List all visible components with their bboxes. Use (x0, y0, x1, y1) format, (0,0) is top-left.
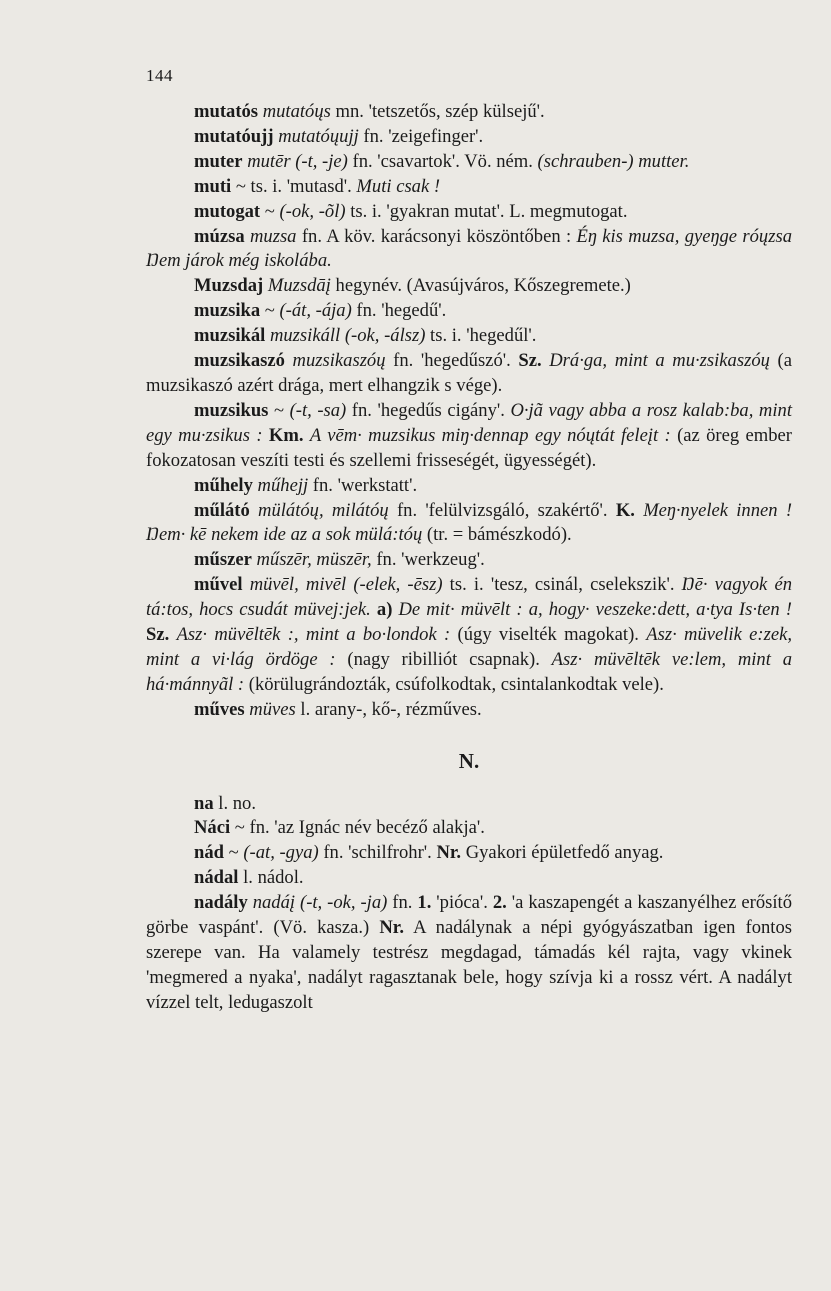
entry-text (243, 574, 250, 595)
entry-text: fn. 'hegedű'. (351, 300, 447, 322)
entry-text: l. arany-, kő-, rézműves. (295, 698, 482, 720)
dialect-form: muzsikaszóų (292, 350, 386, 372)
entry-text: fn. (387, 892, 418, 914)
headword: műves (194, 698, 245, 720)
headword: muzsikál (194, 325, 266, 347)
entry-text: A nadálynak a népi gyógyászatban igen fontos szerepe van. Ha valamely testrész megdagad, támadás kél rajta, vagy vkinek 'megmered a nyaka', nadályt ragasztanak bele, hogy szívja ki a rossz vért. A nadályt vízzel telt, ledugaszolt (146, 917, 792, 1013)
entry-text: Gyakori épületfedő anyag. (461, 842, 664, 864)
headword: a) (376, 599, 393, 621)
entry-text: ~ (260, 300, 280, 322)
entry-text: fn. 'zeigefinger'. (358, 125, 484, 147)
dialect-form: műhejj (257, 474, 309, 496)
dictionary-entry (146, 299, 792, 324)
dictionary-entry (146, 792, 792, 817)
headword: múzsa (194, 225, 245, 247)
dialect-form: műszēr, müszēr, (256, 549, 372, 571)
headword: műhely (194, 474, 253, 496)
dialect-form: Asz· müvēltēk ve:lem, mint a há·mánnyãl : (146, 648, 792, 695)
headword: nadály (194, 892, 248, 914)
dialect-form: Muti csak ! (356, 175, 441, 197)
entry-text: fn. 'werkzeug'. (371, 549, 485, 571)
dialect-form: O·jã vagy abba a rosz kalab:ba, mint egy mu·zsikus : (146, 399, 792, 446)
entry-text (285, 350, 293, 371)
dialect-form: De mit· müvēlt : a, hogy· veszeke:dett, a·tya Is·ten ! (398, 599, 792, 621)
dictionary-entry (146, 150, 792, 175)
dictionary-entry (146, 891, 792, 1016)
dialect-form: mutēr (-t, -je) (247, 150, 348, 172)
entry-text: fn. 'hegedűszó'. (385, 350, 519, 372)
dialect-form: Drá·ga, mint a mu·zsikaszóų (549, 350, 770, 372)
dictionary-entry (146, 548, 792, 573)
dictionary-entry (146, 499, 792, 549)
entry-text: fn. 'felülvizsgáló, szakértő'. (388, 499, 616, 521)
headword: nádal (194, 867, 239, 889)
entries-after-section (146, 792, 792, 1016)
dictionary-entry (146, 573, 792, 698)
entry-text: (úgy viselték magokat). (450, 624, 647, 646)
dictionary-entry (146, 225, 792, 275)
dictionary-entry (146, 841, 792, 866)
entry-text: (nagy ribilliót csapnak). (335, 648, 552, 670)
dialect-form: Asz· müvelik e:zek, mint a vi·lág ördöge : (146, 624, 792, 670)
entry-text: mn. 'tetszetős, szép külsejű'. (330, 101, 545, 122)
headword: muzsikus (194, 399, 269, 421)
entry-text: ~ ts. i. 'mutasd'. (231, 175, 357, 197)
entries-before-section (146, 100, 792, 723)
dictionary-entry (146, 274, 792, 299)
entry-text: 'a kaszapengét a kaszanyélhez erősítő görbe vaspánt'. (Vö. kasza.) (146, 892, 792, 939)
dictionary-entry (146, 816, 792, 841)
entry-text: (a muzsikaszó azért drága, mert elhangzik s vége). (146, 350, 793, 396)
dictionary-entry (146, 100, 792, 125)
entry-text: l. no. (213, 792, 256, 814)
entry-text: ~ (223, 842, 244, 864)
dialect-form: mülátóų, milátóų (258, 499, 389, 521)
entry-text (250, 500, 258, 521)
dialect-form: mutatóųs (262, 101, 331, 122)
headword: műlátó (194, 499, 250, 521)
page-number: 144 (146, 66, 173, 85)
entry-text: ~ fn. 'az Ignác név becéző alakja'. (230, 817, 485, 839)
headword: Náci (194, 817, 231, 839)
dialect-form: (-át, -ája) (279, 300, 352, 322)
headword: na (194, 792, 214, 814)
entry-text: fn. 'werkstatt'. (308, 474, 418, 496)
entry-text: fn. 'csavartok'. Vö. ném. (347, 150, 538, 172)
dialect-form: Asz· müvēltēk :, mint a bo·londok : (176, 624, 451, 646)
dialect-form: (-t, -sa) (289, 399, 347, 421)
dialect-form: Ŋē· vagyok én tá:tos, hocs csudát müvej:jek. (146, 574, 792, 621)
dialect-form: muzsa (249, 225, 297, 247)
dictionary-entry (146, 324, 792, 349)
headword: nád (194, 842, 224, 864)
headword: muzsika (194, 300, 261, 322)
dialect-form: mutatóųujj (278, 125, 359, 147)
dialect-form: (-at, -gya) (243, 842, 319, 864)
dialect-form: nadáį (-t, -ok, -ja) (252, 892, 388, 914)
headword: Sz. (518, 350, 542, 372)
dictionary-entry (146, 474, 792, 499)
headword: 2. (492, 892, 507, 914)
headword: Sz. (146, 624, 170, 646)
dictionary-entry (146, 175, 792, 200)
entry-text: (körülugrándozták, csúfolkodtak, csintalankodtak vele). (244, 673, 664, 695)
dialect-form: Meŋ·nyelek innen ! Ŋem· kē nekem ide az a sok mülá:tóų (146, 499, 793, 546)
headword: műszer (194, 549, 252, 571)
entry-text: fn. 'schilfrohr'. (318, 842, 437, 864)
headword: mutogat (194, 200, 261, 222)
headword: mutatóujj (194, 125, 274, 147)
section-letter: N. (458, 748, 480, 773)
entry-text: (tr. = bámészkodó). (422, 524, 572, 546)
entry-text: (az öreg ember fokozatosan veszíti testi és szellemi frisseségét, ügyességét). (146, 424, 792, 471)
dictionary-entry (146, 698, 792, 723)
entry-text (169, 624, 176, 645)
headword: muter (194, 150, 243, 172)
headword: muzsikaszó (194, 350, 285, 372)
entry-text: fn. A köv. karácsonyi köszöntőben : (296, 225, 577, 247)
dialect-form: (-ok, -õl) (279, 200, 346, 222)
headword: Nr. (436, 842, 462, 864)
entry-text: ~ (268, 399, 290, 421)
entry-text: 'pióca'. (431, 892, 493, 914)
headword: Muzsdaj (194, 275, 264, 297)
headword: művel (194, 574, 243, 596)
entry-text: ~ (260, 200, 280, 222)
dialect-form: (schrauben-) mutter. (537, 150, 690, 172)
entry-text: fn. 'hegedűs cigány'. (346, 399, 511, 421)
entry-text: ts. i. 'gyakran mutat'. L. megmutogat. (345, 200, 628, 222)
dialect-form: Éŋ kis muzsa, gyeŋge róųzsa Ŋem járok még iskolába. (146, 225, 792, 272)
entry-text: l. nádol. (238, 867, 304, 889)
headword: 1. (417, 892, 432, 914)
headword: K. (615, 499, 635, 521)
dictionary-text (146, 100, 792, 1016)
headword: Nr. (379, 917, 404, 939)
dialect-form: muzsikáll (-ok, -álsz) (269, 325, 426, 347)
entry-text (635, 500, 643, 521)
dialect-form: Muzsdāį (267, 275, 331, 297)
entry-text: ts. i. 'hegedűl'. (425, 325, 537, 347)
dictionary-entry (146, 866, 792, 891)
entry-text: hegynév. (Avasújváros, Kőszegremete.) (330, 275, 631, 297)
dictionary-entry (146, 125, 792, 150)
headword: muti (194, 175, 232, 197)
dictionary-entry (146, 200, 792, 225)
dictionary-entry (146, 349, 792, 399)
headword: mutatós (194, 101, 259, 122)
headword: Km. (268, 424, 304, 446)
dictionary-entry (146, 399, 792, 474)
entry-text: ts. i. 'tesz, csinál, cselekszik'. (442, 574, 682, 596)
dialect-form: müves (249, 698, 296, 720)
dialect-form: A vēm· muzsikus miŋ·dennap egy nóųtát feleįt : (309, 424, 671, 446)
dialect-form: müvēl, mivēl (-elek, -ēsz) (249, 574, 443, 596)
